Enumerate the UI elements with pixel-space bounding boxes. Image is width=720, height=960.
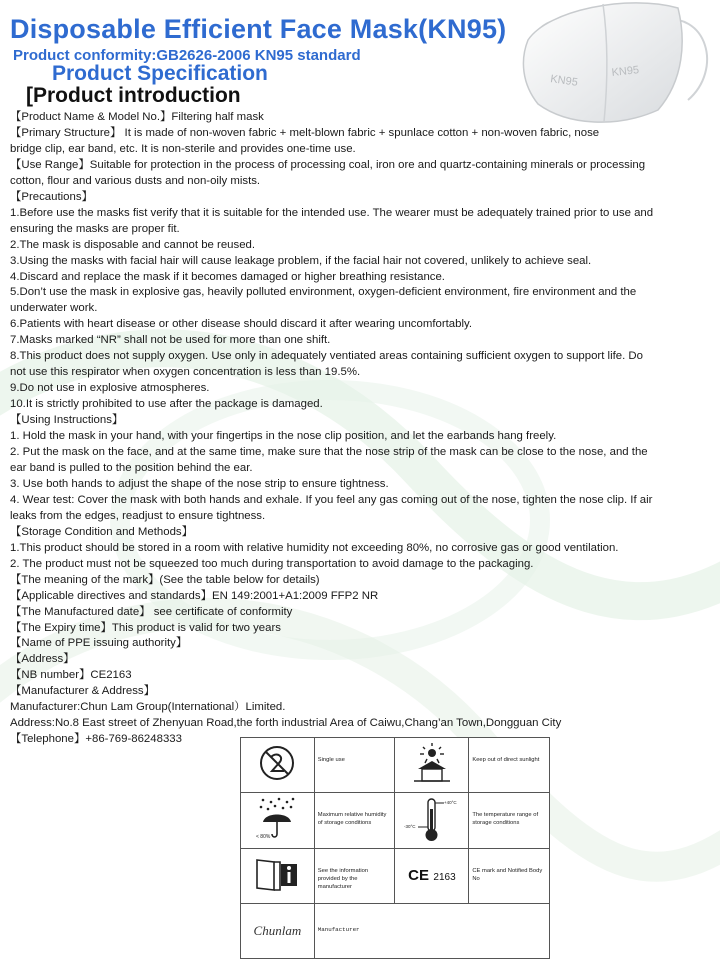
mark-meaning-table xyxy=(240,737,550,959)
text-line: 【Precautions】 xyxy=(10,190,93,203)
text-line: 【The Manufactured date】 see certificate of conformity xyxy=(10,605,293,618)
logo-cell xyxy=(241,904,315,959)
text-line: 3.Using the masks with facial hair will cause leakage problem, if the facial hair not covered, unlikely to achieve seal. xyxy=(10,254,592,267)
text-line: 【Address】 xyxy=(10,653,75,666)
text-line: Manufacturer:Chun Lam Group(International）Limited. xyxy=(10,701,286,714)
humidity-icon-cell xyxy=(241,793,315,849)
text-line: 4. Wear test: Cover the mask with both hands and exhale. If you feel any gas coming out of the nose, tighten the nose clip. If air xyxy=(10,493,653,506)
single-use-icon-cell xyxy=(241,738,315,793)
text-line: 1.This product should be stored in a room with relative humidity not exceeding 80%, no corrosive gas or good ventilation. xyxy=(10,541,619,554)
ce-number: 2163 xyxy=(433,872,456,883)
text-line: 【Applicable directives and standards】EN 149:2001+A1:2009 FFP2 NR xyxy=(10,589,379,602)
manufacturer-text: Manufacturer xyxy=(314,904,549,959)
ce-mark-icon: CE xyxy=(408,867,429,884)
table-row xyxy=(241,849,550,904)
spec-heading: Product Specification xyxy=(52,62,268,85)
text-line: 【Telephone】+86-769-86248333 xyxy=(10,733,182,746)
text-line: 5.Don’t use the mask in explosive gas, heavily polluted environment, oxygen-deficient environment, fire environment and the xyxy=(10,286,637,299)
text-line: 【Name of PPE issuing authority】 xyxy=(10,637,188,650)
text-line: not use this respirator when oxygen concentration is less than 19.5%. xyxy=(10,366,361,379)
text-line: 9.Do not use in explosive atmospheres. xyxy=(10,382,210,395)
text-line: 【Using Instructions】 xyxy=(10,414,124,427)
text-line: 2. The product must not be squeezed too much during transportation to avoid damage to the packaging. xyxy=(10,557,534,570)
product-description xyxy=(10,110,710,748)
text-line: 1.Before use the masks fist verify that it is suitable for the intended use. The wearer must be adequately trained prior to use and xyxy=(10,206,654,219)
info-text: See the information provided by the manufacturer xyxy=(314,849,395,904)
information-book-icon xyxy=(254,856,300,892)
text-line: 【The Expiry time】This product is valid for two years xyxy=(10,621,281,634)
temperature-icon-cell xyxy=(395,793,469,849)
text-line: underwater work. xyxy=(10,302,98,315)
text-line: Address:No.8 East street of Zhenyuan Road,the forth industrial Area of Caiwu,Chang’an Town,Dongguan City xyxy=(10,717,562,730)
humidity-umbrella-icon xyxy=(255,796,299,840)
single-use-icon xyxy=(257,743,297,783)
conformity-subtitle: Product conformity:GB2626-2006 KN95 standard xyxy=(13,47,361,64)
text-line: 【Use Range】Suitable for protection in the process of processing coal, iron ore and quartz-containing minerals or processing xyxy=(10,158,646,171)
page-title: Disposable Efficient Face Mask(KN95) xyxy=(10,14,507,44)
intro-heading: [Product introduction xyxy=(26,84,241,107)
text-line: 【Storage Condition and Methods】 xyxy=(10,525,193,538)
text-line: 2.The mask is disposable and cannot be reused. xyxy=(10,238,256,251)
text-line: cotton, flour and various dusts and non-oily mists. xyxy=(10,174,261,187)
text-line: 2. Put the mask on the face, and at the same time, make sure that the nose strip of the mask can be close to the nose, and the xyxy=(10,446,648,459)
info-icon-cell xyxy=(241,849,315,904)
ce-mark-cell xyxy=(395,849,469,904)
page-header xyxy=(0,0,720,112)
text-line: 3. Use both hands to adjust the shape of the nose strip to ensure tightness. xyxy=(10,477,389,490)
text-line: 10.It is strictly prohibited to use after the package is damaged. xyxy=(10,398,323,411)
mask-print-right: KN95 xyxy=(611,64,640,79)
text-line: 8.This product does not supply oxygen. Use only in adequately ventiated areas containing sufficient oxygen to support life. Do xyxy=(10,350,643,363)
text-line: 【The meaning of the mark】(See the table below for details) xyxy=(10,573,320,586)
text-line: 【NB number】CE2163 xyxy=(10,669,132,682)
sunlight-icon-cell xyxy=(395,738,469,793)
text-line: 7.Masks marked “NR” shall not be used for more than one shift. xyxy=(10,334,331,347)
temperature-range-icon xyxy=(402,793,462,843)
ce-text: CE mark and Notified Body No xyxy=(469,849,550,904)
text-line: 4.Discard and replace the mask if it becomes damaged or higher breathing resistance. xyxy=(10,270,445,283)
text-line: 1. Hold the mask in your hand, with your fingertips in the nose clip position, and let the earbands hang freely. xyxy=(10,430,557,443)
table-row xyxy=(241,793,550,849)
temp-low-label: -30°C xyxy=(403,824,416,829)
sunlight-text: Keep out of direct sunlight xyxy=(469,738,550,793)
temperature-text: The temperature range of storage conditions xyxy=(469,793,550,849)
humidity-text: Maximum relative humidity of storage conditions xyxy=(314,793,395,849)
mask-print-left: KN95 xyxy=(549,73,579,89)
text-line: 【Manufacturer & Address】 xyxy=(10,685,155,698)
text-line: leaks from the edges, readjust to ensure tightness. xyxy=(10,509,266,522)
text-line: 6.Patients with heart disease or other disease should discard it after wearing uncomfortably. xyxy=(10,318,472,331)
keep-out-of-sunlight-icon xyxy=(410,743,454,783)
text-line: ensuring the masks are proper fit. xyxy=(10,222,180,235)
temp-high-label: +40°C xyxy=(443,800,457,805)
chunlam-logo: Chunlam xyxy=(253,923,302,938)
single-use-text: Single use xyxy=(314,738,395,793)
text-line: 【Product Name & Model No.】Filtering half mask xyxy=(10,111,264,123)
table-row xyxy=(241,904,550,959)
text-line: bridge clip, ear band, etc. It is non-sterile and provides one-time use. xyxy=(10,142,356,155)
humidity-limit-label: < 80% xyxy=(256,834,271,840)
text-line: 【Primary Structure】 It is made of non-woven fabric + melt-blown fabric + spunlace cotton + non-woven fabric, nose xyxy=(10,126,600,139)
text-line: ear band is pulled to the position behind the ear. xyxy=(10,461,253,474)
table-row xyxy=(241,738,550,793)
